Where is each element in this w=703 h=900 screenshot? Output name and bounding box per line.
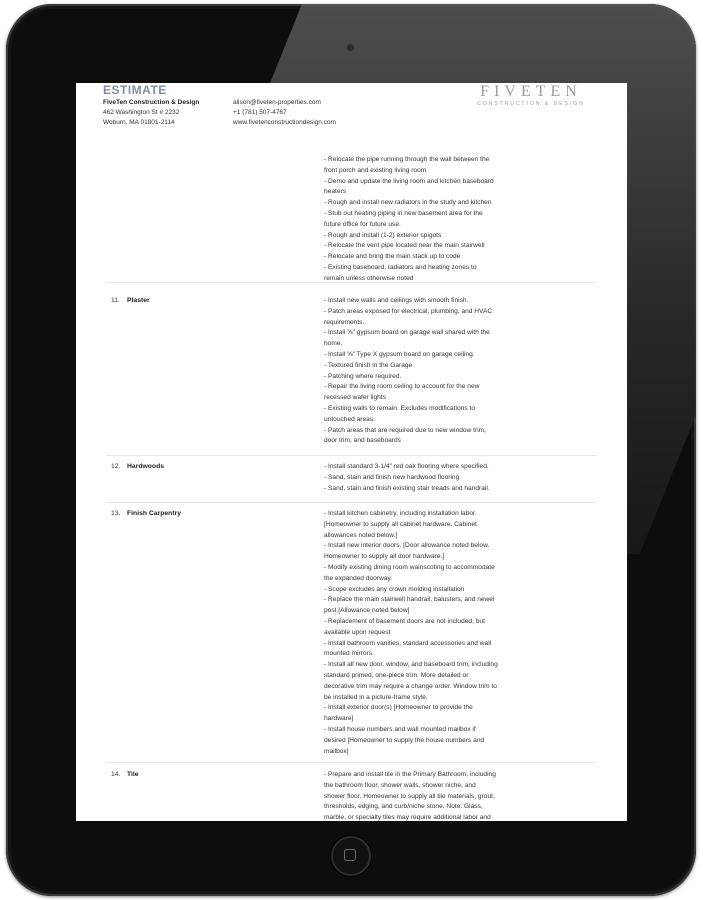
description-line: future office for future use.	[324, 220, 401, 228]
description-line: home.	[324, 340, 343, 348]
description-line: heaters	[324, 188, 346, 196]
company-address-line2: Woburn, MA 01801-2114	[103, 119, 175, 126]
company-address-line1: 462 Washington St # 2232	[103, 109, 180, 116]
divider	[106, 455, 596, 456]
contact-email[interactable]: alison@fiveten-properties.com	[233, 99, 321, 106]
description-line: - Install kitchen cabinetry, including installation labor.	[324, 510, 477, 517]
description-line: - Existing baseboard, radiators and heating zones to	[324, 263, 477, 271]
description-line: mailbox]	[324, 747, 349, 755]
description-line: - Scope excludes any crown molding installation	[324, 585, 465, 593]
description-line: remain unless otherwise noted	[324, 274, 414, 282]
item-number: 11.	[111, 297, 120, 304]
description-line: standard primed, one-piece trim. More detailed or	[324, 671, 469, 679]
description-line: - Rough and install (1-2) exterior spigots	[324, 231, 442, 239]
item-description	[324, 462, 524, 494]
home-icon	[344, 849, 356, 861]
item-label	[111, 770, 139, 780]
item-description	[324, 509, 524, 757]
description-line: untouched areas.	[324, 415, 375, 423]
description-line: - Replacement of basement doors are not included, but	[324, 617, 485, 625]
description-line: shower floor. Homeowner to supply all tile materials, grout,	[324, 792, 495, 800]
divider	[106, 502, 596, 503]
description-line: - Install new interior doors. [Door allowance noted below.	[324, 542, 490, 550]
description-line: - Relocate the vent pipe located near the main stairwell	[324, 242, 485, 250]
description-line: Homeowner to supply all door hardware.]	[324, 553, 445, 561]
description-line: - Repair the living room ceiling to account for the new	[324, 383, 480, 391]
company-name: FiveTen Construction & Design	[103, 99, 200, 106]
company-logo	[466, 83, 596, 108]
description-line: - Stub out heating piping in new basement area for the	[324, 209, 483, 217]
item-name: Hardwoods	[127, 463, 165, 470]
item-name: Tile	[127, 771, 139, 778]
description-line: - Prepare and install tile in the Primary Bathroom, including	[324, 771, 496, 778]
description-line: decorative trim may require a change order. Window trim to	[324, 682, 497, 690]
item-name: Finish Carpentry	[127, 510, 182, 517]
description-line: available upon request	[324, 628, 391, 636]
item-number: 13.	[111, 510, 121, 517]
company-info	[103, 98, 199, 128]
item-description	[324, 155, 524, 285]
description-line: - Sand, stain and finish new hardwood flooring	[324, 473, 460, 481]
description-line: the expanded doorway.	[324, 574, 393, 582]
description-line: - Patch areas that are required due to new window trim,	[324, 426, 486, 434]
description-line: be installed in a picture-frame style.	[324, 693, 428, 701]
estimate-header	[76, 83, 627, 133]
item-label	[111, 462, 164, 472]
description-line: requirements.	[324, 318, 365, 326]
description-line: - Patching where required.	[324, 372, 402, 380]
item-number: 14.	[111, 771, 121, 778]
tablet-frame	[6, 4, 696, 896]
description-line: desired [Homeowner to supply the house numbers and	[324, 736, 485, 744]
description-line: - Install ⅝" Type X gypsum board on garage ceiling.	[324, 350, 475, 358]
description-line: - Textured finish in the Garage	[324, 361, 413, 369]
description-line: - Install new walls and ceilings with smooth finish.	[324, 297, 469, 304]
divider	[106, 282, 596, 283]
description-line: - Modify existing dining room wainscoting to accommodate	[324, 563, 495, 571]
description-line: - Existing walls to remain. Excludes modifications to	[324, 404, 475, 412]
description-line: thresholds, edging, and curb/niche stone. Note: Glass,	[324, 803, 483, 811]
description-line: - Relocate and bring the main stack up to code	[324, 253, 461, 261]
description-line: - Install house numbers and wall mounted mailbox if	[324, 725, 476, 733]
description-line: - Relocate the pipe running through the wall between the	[324, 156, 490, 163]
description-line: - Install all new door, window, and baseboard trim, including	[324, 661, 498, 669]
description-line: - Install exterior door(s) [Homeowner to provide the	[324, 704, 473, 712]
description-line: front porch and existing living room	[324, 166, 427, 174]
description-line: - Sand, stain and finish existing stair treads and handrail.	[324, 484, 490, 492]
description-line: - Replace the main stairwell handrail, balusters, and newel	[324, 596, 495, 604]
item-description	[324, 770, 524, 821]
item-name: Plaster	[127, 297, 150, 304]
contact-info	[233, 98, 336, 128]
home-button[interactable]	[331, 836, 371, 876]
description-line: mounted mirrors.	[324, 650, 374, 658]
description-line: [Homeowner to supply all cabinet hardware. Cabinet	[324, 520, 477, 528]
description-line: allowances noted below.]	[324, 531, 398, 539]
contact-website[interactable]: www.fivetenconstructiondesign.com	[233, 119, 336, 126]
document-screen[interactable]	[76, 83, 627, 821]
description-line: door trim, and baseboards	[324, 437, 401, 445]
description-line: marble, or specialty tiles may require additional labor and	[324, 814, 491, 821]
divider	[106, 762, 596, 763]
description-line: - Demo and update the living room and kitchen baseboard	[324, 177, 494, 185]
item-description	[324, 296, 524, 447]
description-line: - Rough and install new radiators in the study and kitchen	[324, 199, 492, 207]
logo-subtext: CONSTRUCTION & DESIGN	[477, 101, 585, 107]
page-title: ESTIMATE	[103, 83, 167, 97]
description-line: - Install standard 3-1/4" red oak flooring where specified.	[324, 463, 489, 470]
description-line: - Patch areas exposed for electrical, plumbing, and HVAC	[324, 307, 493, 315]
description-line: post [Allowance noted below]	[324, 607, 410, 615]
description-line: recessed wafer lights	[324, 394, 386, 402]
description-line: - Install bathroom vanities, standard accessories and wall	[324, 639, 492, 647]
description-line: - Install ⅝" gypsum board on garage wall shared with the	[324, 329, 490, 337]
item-number: 12.	[111, 463, 121, 470]
description-line: hardware]	[324, 715, 354, 723]
contact-phone[interactable]: +1 (781) 507-4767	[233, 109, 287, 116]
logo-text: FIVETEN	[480, 83, 582, 100]
camera-icon	[347, 44, 354, 51]
item-label	[111, 509, 181, 519]
description-line: the bathroom floor, shower walls, shower niche, and	[324, 781, 476, 789]
item-label	[111, 296, 150, 306]
